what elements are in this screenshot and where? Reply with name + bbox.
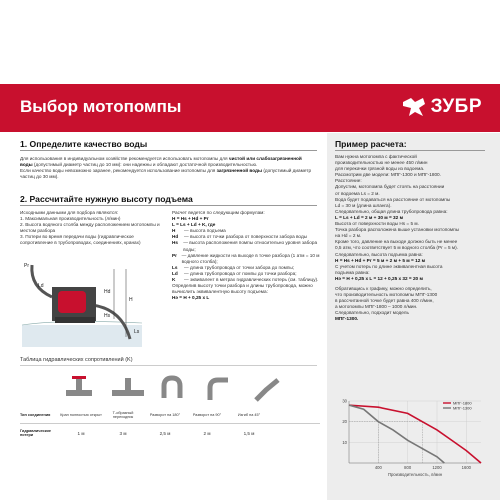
fitting-name: Разворот на 180°	[149, 413, 181, 417]
tee-fitting-icon	[112, 378, 144, 396]
valve-icon	[66, 376, 92, 396]
elbow-90-icon	[210, 380, 228, 400]
fitting-loss: 3 м	[119, 430, 127, 436]
diagram-label: H	[129, 297, 133, 303]
result-length: L = Ls + Ld = 2 м + 30 м = 32 м	[335, 214, 404, 220]
section1-rule	[20, 150, 317, 151]
y-tick-label: 20	[342, 419, 347, 425]
example-rule	[335, 150, 485, 151]
fitting-name: Разворот на 90°	[192, 413, 222, 417]
fitting-loss: 2 м	[203, 430, 211, 436]
fittings-icons	[60, 372, 300, 408]
diagram-label: Ld	[38, 283, 44, 289]
formula-l: L = Ls + Ld + K, где	[172, 222, 216, 228]
input-item: 3. Потери во время передачи воды (гидравлическое сопротивление в трубопроводах, соединениях, кранах)	[20, 234, 141, 246]
y-tick-label: 30	[342, 398, 347, 404]
series-line	[349, 405, 444, 463]
fitting-name: Т-образный переходник	[112, 411, 134, 419]
input-item: 2. Высота водяного столба между расположением мотопомпы и местом разбора	[20, 222, 160, 234]
legend-label: МПГ-1300	[453, 405, 472, 411]
section1-title: 1. Определите качество воды	[20, 139, 148, 149]
y-tick-label: 10	[342, 439, 347, 445]
x-tick-label: 800	[404, 465, 412, 470]
input-item: 1. Максимальная производительность (л/мин)	[20, 216, 121, 222]
fitting-loss: 1,5 м	[243, 430, 255, 436]
x-tick-label: 400	[374, 465, 382, 470]
example-text: Вам нужна мотопомпа с фактической производительностью не менее 450 л/мин для перекачки грязной воды из водоема. Рассмотрим две модели: МПГ-1300 и МПГ-1800. Расстояние: Допустим, мотопомпа будет стоять на расстоянии от водоема Ls = 2 м. Вода будет подаваться на расстояние от мотопомпы Ld = 30 м (длина шланга). Следовательно, общая длина трубопровода равна: L = Ls + Ld = 2 м + 30 м = 32 м Высота от поверхности воды Hs = 5 м. Точка разбора расположена выше установки мотопомпы на Hd = 2 м. Кроме того, давление на выходе должно быть не менее 0,5 атм, что соответствует 5 м водного столба (Pr = 5 м). Следовательно, высота подъема равна: H = Hs + Hd + Pr = 5 м + 2 м + 5 м = 12 м С учетом потерь по длине эквивалентная высота подъема равна: Hэ = H + 0,25 x L = 12 + 0,25 x 32 = 20 м Обративщись к графику, можно определить, что производительность мотопомпы МПГ-1300 в рассчитанной точке будет равна 400 л/мин, а мотопомпы МПГ-1800 – 1000 л/мин. Следовательно, подходит модель МПГ-1300.	[335, 154, 459, 322]
fitting-name: Кран полностью открыт	[60, 413, 102, 417]
diagram-label: Hs	[104, 313, 111, 319]
formula-he: Hэ = H + 0,25 x L	[172, 295, 210, 301]
diagram-label: Pr	[24, 263, 29, 269]
u-bend-icon	[164, 378, 180, 398]
fitting-loss: 2,5 м	[159, 430, 171, 436]
diagram-label: Ls	[134, 329, 140, 335]
performance-chart	[335, 395, 485, 480]
zubr-emblem-icon	[401, 96, 427, 118]
bend-45-icon	[256, 380, 278, 400]
diagram-label: Hd	[104, 289, 111, 295]
header-band	[0, 84, 500, 132]
fittings-table	[20, 410, 320, 439]
pump-diagram	[22, 257, 162, 347]
section2-rule	[20, 205, 317, 206]
result-height: H = Hs + Hd + Pr = 5 м + 2 м + 5 м = 12 м	[335, 257, 426, 263]
fitting-name: Изгиб на 45°	[237, 413, 261, 417]
brand-name: ЗУБР	[430, 96, 482, 117]
fitting-loss: 1 м	[77, 430, 85, 436]
section2-inputs: Исходными данными для подбора являются: 1. Максимальная производительность (л/мин) 2. Высота водяного столба между расположением мотопомпы и местом разбора 3. Потери во время передачи воды (гидравлическое сопротивление в трубопроводах, соединениях, кранах)	[20, 210, 160, 246]
x-tick-label: 1600	[461, 465, 471, 470]
example-title: Пример расчета:	[335, 139, 407, 149]
table-row: Тип соединения Кран полностью открыт Т-образный переходник Разворот на 180° Разворот на 90° Изгиб на 45°	[20, 410, 320, 420]
formula-h: H = Hs + Hd + Pr	[172, 216, 209, 222]
x-axis-label: Производительность, л/мин	[387, 472, 443, 477]
page-title: Выбор мотопомпы	[20, 97, 182, 116]
table-rule	[20, 365, 317, 366]
brand-logo	[401, 96, 482, 118]
table-title: Таблица гидравлических сопротивлений (K)	[20, 357, 133, 363]
section1-text: Для использования в индивидуальном хозяйстве рекомендуется использовать мотопомпы для чистой или слабозагрязненной воды (допустимый диаметр частиц до 10 мм): они надежны и обладают достаточной производительностью. Если качество воды невозможно заранее, рекомендуется использование мотопомпы для загрязненной воды (допустимый диаметр частиц до 30 мм).	[20, 156, 312, 180]
legend-label: МПГ-1800	[453, 400, 472, 406]
section2-title: 2. Рассчитайте нужную высоту подъема	[20, 194, 193, 204]
table-row: Гидравлические потери 1 м 3 м 2,5 м 2 м 1,5 м	[20, 427, 320, 439]
formulas-column: Расчет ведется по следующим формулам: H = Hs + Hd + Pr L = Ls + Ld + K, где H — высота подъема Hd — высота от точки разбора от поверхности забора воды Hs — высота расположения помпы относительно уровня забора воды; Pr — давление жидкости на выходе в точке разбора (1 атм = 10 м водного столба); Ls — длина трубопровода от точки забора до помпы; Ld — длина трубопровода от помпы до точки разбора; K — эквивалент в метрах гидравлических потерь (см. таблицу). Определив высоту точки разбора и длины трубопровода, можно вычислить эквивалентную высоту подъема: Hэ = H + 0,25 x L	[172, 210, 320, 301]
x-tick-label: 1200	[432, 465, 442, 470]
result-equivalent: Hэ = H + 0,25 x L = 12 + 0,25 x 32 = 20 м	[335, 275, 423, 281]
